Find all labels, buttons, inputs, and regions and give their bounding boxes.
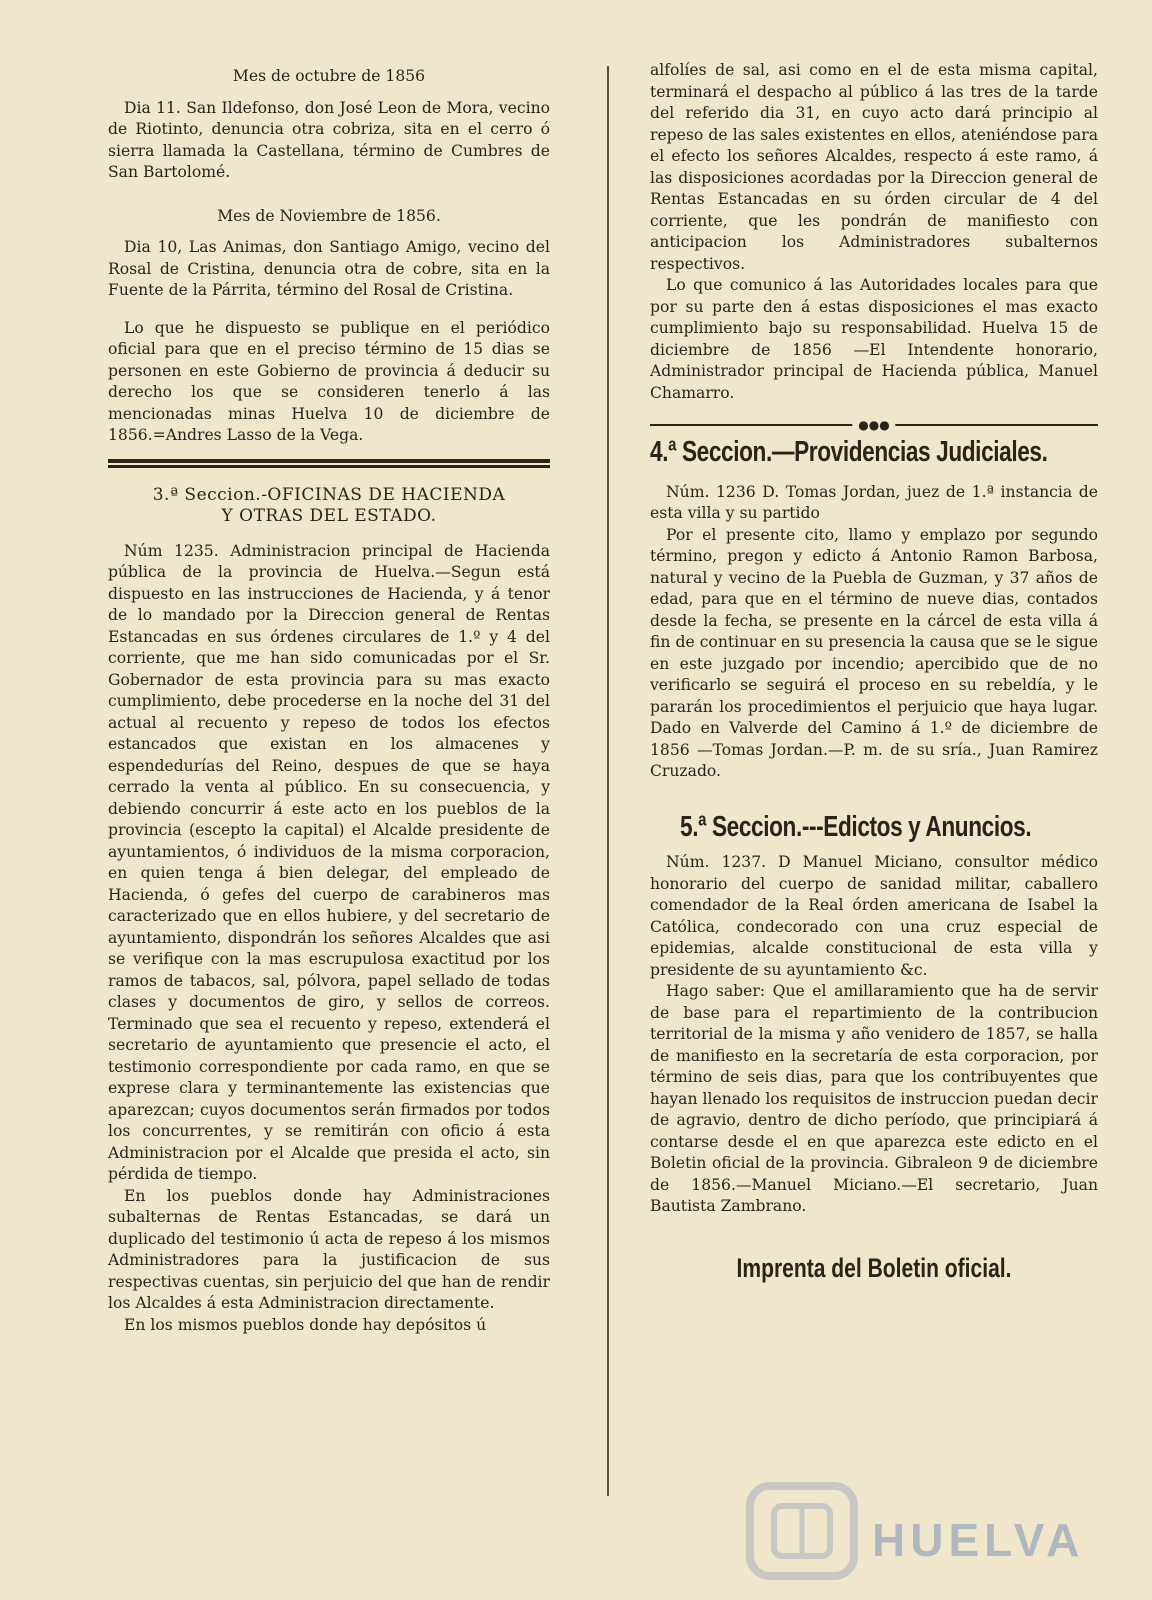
continuation-paragraph-1: alfolíes de sal, asi como en el de esta misma capital, terminará el despacho al público á las tres de la tarde del referido dia 31, en cuyo acto dará principio al repeso de las sales existentes en ellos, ateniéndose para el efecto los señores Alcaldes, respecto á este ramo, á las disposiciones acordadas por la Direccion general de Rentas Estancadas en su órden circular de 4 del corriente, que les pondrán de manifiesto con anticipacion los Administradores subalternos respectivos. — [650, 61, 1098, 273]
right-column — [650, 60, 1098, 1283]
section-4-title: 4.ª Seccion.—Providencias Judiciales. — [650, 436, 1048, 468]
dispuesto-paragraph: Lo que he dispuesto se publique en el periódico oficial para que en el preciso término de 15 dias se personen en este Gobierno de provincia á deducir su derecho los que se consideren tenerlo á las mencionadas minas Huelva 10 de diciembre de 1856.=Andres Lasso de la Vega. — [108, 318, 550, 444]
ornament-icon: ●●● — [852, 418, 895, 432]
section-3-title — [108, 485, 550, 527]
continuation-paragraph-2: Lo que comunico á las Autoridades locales para que por su parte den á estas disposiciones el mas exacto cumplimiento bajo su responsabilidad. Huelva 15 de diciembre de 1856 —El Intendente honorario, Administrador principal de Hacienda pública, Manuel Chamarro. — [650, 276, 1098, 402]
noviembre-entry: Dia 10, Las Animas, don Santiago Amigo, vecino del Rosal de Cristina, denuncia otra de cobre, sita en la Fuente de la Párrita, término del Rosal de Cristina. — [108, 238, 550, 299]
num-1235-paragraph-2: En los pueblos donde hay Administraciones subalternas de Rentas Estancadas, se dará un duplicado del testimonio ú acta de repeso á los mismos Administradores para la justificacion de sus respectivas cuentas, sin perjuicio del que han de rendir los Alcaldes á esta Administracion directamente. — [108, 1186, 550, 1312]
num-1235-paragraph-3: En los mismos pueblos donde hay depósitos ú — [124, 1315, 487, 1334]
octubre-entry: Dia 11. San Ildefonso, don José Leon de Mora, vecino de Riotinto, denuncia otra cobriza, sita en el cerro ó sierra llamada la Castellana, término de Cumbres de San Bartolomé. — [108, 98, 550, 181]
num-1236-paragraph: Por el presente cito, llamo y emplazo por segundo término, pregon y edicto á Antonio Ramon Barbosa, natural y vecino de la Puebla de Guzman, y 37 años de edad, para que en el término de nueve dias, contados desde la fecha, se presente en la cárcel de esta villa á fin de continuar en su presencia la causa que se le sigue en este juzgado por incendio; apercibido que de no verificarlo se seguirá el proceso en su rebeldía, y le pararán los procedimientos el perjuicio que haya lugar. Dado en Valverde del Camino á 1.º de diciembre de 1856 —Tomas Jordan.—P. m. de su sría., Juan Ramirez Cruzado. — [650, 525, 1098, 780]
section-3-title-line-2: Y OTRAS DEL ESTADO. — [221, 505, 437, 526]
num-1235-paragraph-1: Núm 1235. Administracion principal de Hacienda pública de la provincia de Huelva.—Segun está dispuesto en las instrucciones de Hacienda, y á tenor de lo mandado por la Direccion general de Rentas Estancadas en sus órdenes circulares de 1.º y 4 del corriente, que me han sido comunicadas por el Sr. Gobernador de esta provincia para su mas exacto cumplimiento, debe procederse en la noche del 31 del actual al recuento y repeso de todos los efectos estancados que existan en los almacenes y espendedurías del Reino, despues de que se haya cerrado la venta al público. En su consecuencia, y debiendo concurrir á este acto en los pueblos de la provincia (escepto la capital) el Alcalde presidente de ayuntamientos, ó individuos de la misma corporacion, en quien tenga á bien delegar, del empleado de Hacienda, ó gefes del cuerpo de carabineros mas caracterizado que en ellos hubiere, y del secretario de ayuntamiento, dispondrán los señores Alcaldes que asi se verifique con la mas escrupulosa exactitud por los ramos de tabacos, sal, pólvora, papel sellado de todas clases y documentos de giro, y sellos de correos. Terminado que sea el recuento y repeso, extenderá el secretario de ayuntamiento que presencie el acto, el testimonio correspondiente por cada ramo, en que se exprese clara y terminantemente las existencias que aparezcan; cuyos documentos serán firmados por todos los concurrentes, y se remitirán con oficio á esta Administracion por el Alcalde que presida el acto, sin pérdida de tiempo. — [108, 541, 550, 1183]
num-1236-heading: Núm. 1236 D. Tomas Jordan, juez de 1.ª instancia de esta villa y su partido — [650, 482, 1098, 522]
section-5-title: 5.ª Seccion.---Edictos y Anuncios. — [680, 810, 1032, 843]
num-1237-heading: Núm. 1237. D Manuel Miciano, consultor médico honorario del cuerpo de sanidad militar, caballero comendador de la Real órden americana de Isabel la Católica, condecorado con una cruz especial de epidemias, alcalde constitucional de esta villa y presidente de su ayuntamiento &c. — [650, 853, 1098, 979]
section-divider-rule — [108, 459, 550, 465]
diputacion-huelva-crest-icon — [742, 1476, 862, 1586]
section-3-title-line-1: 3.ª Seccion.-OFICINAS DE HACIENDA — [152, 484, 506, 505]
watermark-huelva: HUELVA — [872, 1514, 1085, 1566]
ornamental-rule — [650, 418, 1098, 432]
num-1237-paragraph: Hago saber: Que el amillaramiento que ha de servir de base para el repartimiento de la contribucion territorial de la misma y año venidero de 1857, se halla de manifiesto en la secretaría de esta corporacion, por término de seis dias, para que los contribuyentes que hayan llenado los requisitos de instruccion puedan decir de agravio, dentro de dicho período, que principiará á contarse desde el en que aparezca este edicto en el Boletin oficial de la provincia. Gibraleon 9 de diciembre de 1856.—Manuel Miciano.—El secretario, Juan Bautista Zambrano. — [650, 982, 1098, 1215]
column-divider — [607, 66, 609, 1496]
imprint-line: Imprenta del Boletin oficial. — [736, 1252, 1012, 1283]
noviembre-heading: Mes de Noviembre de 1856. — [217, 206, 441, 225]
octubre-heading: Mes de octubre de 1856 — [232, 67, 426, 85]
left-column — [108, 60, 550, 1336]
